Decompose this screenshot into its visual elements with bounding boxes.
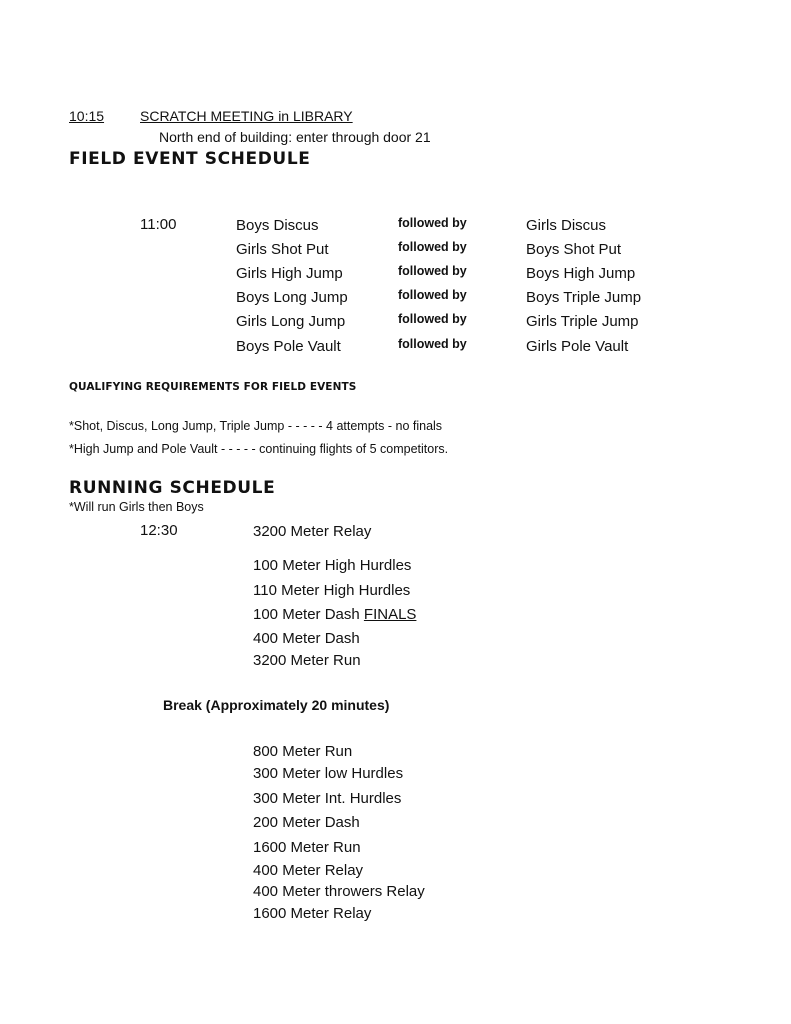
running-event: 800 Meter Run [253,743,353,760]
followed-by-label: followed by [398,337,467,351]
field-event-second: Girls Triple Jump [526,313,639,330]
field-schedule-time: 11:00 [140,216,177,233]
field-event-first: Girls Shot Put [236,241,329,258]
qualifying-heading: QUALIFYING REQUIREMENTS FOR FIELD EVENTS [69,381,357,393]
running-event: 1600 Meter Relay [253,905,372,922]
scratch-title: SCRATCH MEETING in LIBRARY [140,108,353,124]
followed-by-label: followed by [398,216,467,230]
field-event-first: Boys Discus [236,217,319,234]
field-event-second: Boys Triple Jump [526,289,642,306]
followed-by-label: followed by [398,312,467,326]
running-event: 200 Meter Dash [253,814,360,831]
running-event: 400 Meter Relay [253,862,364,879]
finals-label: FINALS [363,606,417,623]
followed-by-label: followed by [398,288,467,302]
break-label: Break (Approximately 20 minutes) [163,697,390,713]
scratch-time: 10:15 [69,108,105,124]
running-event: 300 Meter low Hurdles [253,765,404,782]
field-event-second: Girls Pole Vault [526,338,629,355]
running-schedule-time: 12:30 [140,522,178,539]
followed-by-label: followed by [398,264,467,278]
field-event-second: Girls Discus [526,217,607,234]
running-event: 400 Meter Dash [253,630,360,647]
running-event: 1600 Meter Run [253,839,361,856]
running-event-label: 100 Meter Dash [253,606,360,623]
running-event [253,606,416,623]
field-event-second: Boys High Jump [526,265,636,282]
running-event: 100 Meter High Hurdles [253,557,412,574]
running-event: 3200 Meter Run [253,652,361,669]
field-event-first: Boys Long Jump [236,289,348,306]
running-event: 110 Meter High Hurdles [253,582,411,599]
field-event-first: Girls Long Jump [236,313,346,330]
running-schedule-heading: RUNNING SCHEDULE [69,478,276,498]
field-schedule-heading: FIELD EVENT SCHEDULE [69,149,311,169]
scratch-location: North end of building: enter through door 21 [159,129,431,145]
qualifying-line: *High Jump and Pole Vault - - - - - continuing flights of 5 competitors. [69,442,449,456]
qualifying-line: *Shot, Discus, Long Jump, Triple Jump - - - - - 4 attempts - no finals [69,419,443,433]
field-event-second: Boys Shot Put [526,241,622,258]
followed-by-label: followed by [398,240,467,254]
field-event-first: Boys Pole Vault [236,338,341,355]
running-event: 300 Meter Int. Hurdles [253,790,402,807]
running-event: 3200 Meter Relay [253,523,372,540]
running-note: *Will run Girls then Boys [69,500,204,514]
running-event: 400 Meter throwers Relay [253,883,425,900]
field-event-first: Girls High Jump [236,265,343,282]
